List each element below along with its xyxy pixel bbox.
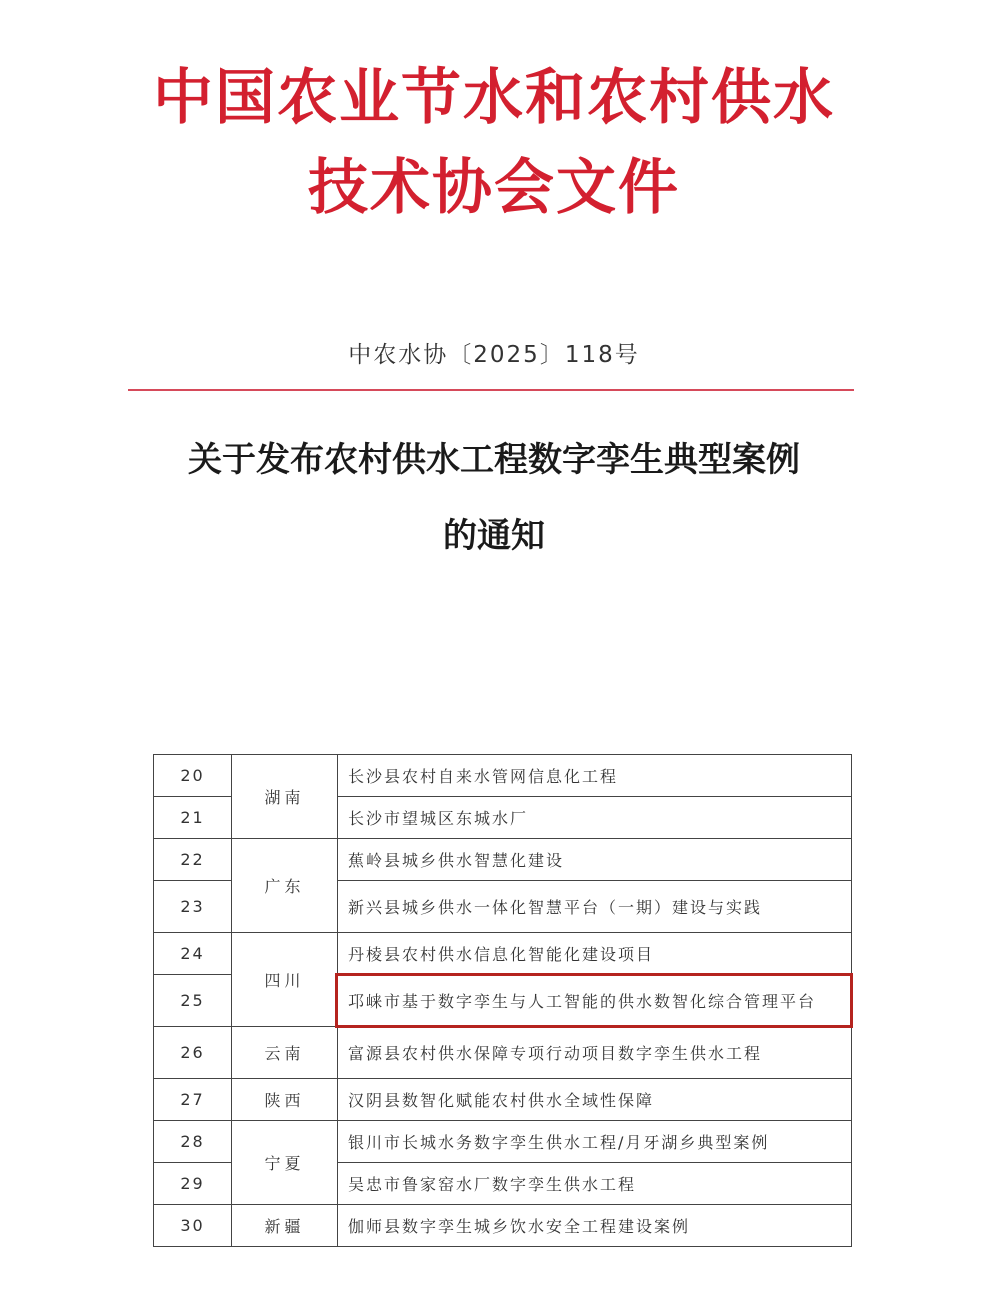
project-name: 吴忠市鲁家窑水厂数字孪生供水工程: [338, 1163, 852, 1205]
issuer-name-line2: 技术协会文件: [308, 153, 680, 223]
row-number: 22: [154, 839, 232, 881]
case-list-table: [153, 754, 852, 1247]
notice-title-line2: 的通知: [443, 516, 545, 556]
table-row: [154, 1079, 852, 1121]
row-number: 24: [154, 933, 232, 975]
row-number: 28: [154, 1121, 232, 1163]
project-name: 丹棱县农村供水信息化智能化建设项目: [338, 933, 852, 975]
project-name: 长沙市望城区东城水厂: [338, 797, 852, 839]
issuer-name-line1: 中国农业节水和农村供水: [153, 63, 835, 133]
row-number: 27: [154, 1079, 232, 1121]
province-cell: 宁夏: [232, 1121, 338, 1205]
table-row: [154, 755, 852, 797]
province-cell: 四川: [232, 933, 338, 1027]
row-number: 20: [154, 755, 232, 797]
project-name: 伽师县数字孪生城乡饮水安全工程建设案例: [338, 1205, 852, 1247]
table-row: [154, 933, 852, 975]
province-cell: 陕西: [232, 1079, 338, 1121]
province-cell: 湖南: [232, 755, 338, 839]
table-row: [154, 1121, 852, 1163]
row-number: 23: [154, 881, 232, 933]
row-number: 21: [154, 797, 232, 839]
project-name: 富源县农村供水保障专项行动项目数字孪生供水工程: [338, 1027, 852, 1079]
document-number: 中农水协〔2025〕118号: [348, 342, 640, 368]
project-name: 银川市长城水务数字孪生供水工程/月牙湖乡典型案例: [338, 1121, 852, 1163]
province-cell: 新疆: [232, 1205, 338, 1247]
table-row: [154, 1205, 852, 1247]
province-cell: 广东: [232, 839, 338, 933]
red-divider: [128, 389, 854, 391]
project-name: 汉阴县数智化赋能农村供水全域性保障: [338, 1079, 852, 1121]
province-cell: 云南: [232, 1027, 338, 1079]
table-row: [154, 839, 852, 881]
table-row: [154, 1027, 852, 1079]
notice-title-line1: 关于发布农村供水工程数字孪生典型案例: [188, 440, 800, 480]
row-number: 30: [154, 1205, 232, 1247]
project-name: 蕉岭县城乡供水智慧化建设: [338, 839, 852, 881]
project-name: 新兴县城乡供水一体化智慧平台（一期）建设与实践: [338, 881, 852, 933]
row-number: 25: [154, 975, 232, 1027]
project-name: 邛崃市基于数字孪生与人工智能的供水数智化综合管理平台: [338, 975, 852, 1027]
row-number: 26: [154, 1027, 232, 1079]
row-number: 29: [154, 1163, 232, 1205]
project-name: 长沙县农村自来水管网信息化工程: [338, 755, 852, 797]
